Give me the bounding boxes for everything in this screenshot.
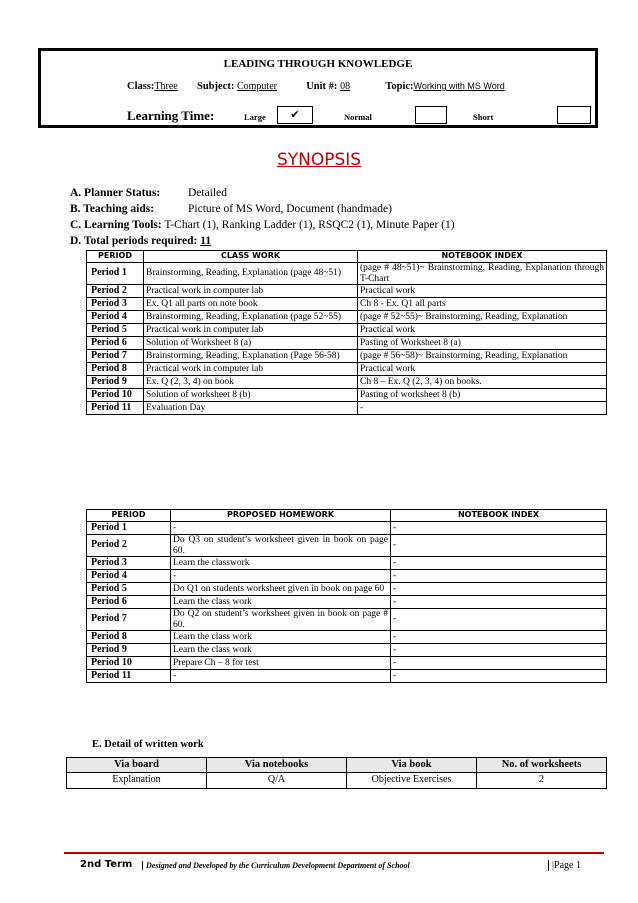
notebook-index-cell: Pasting of Worksheet 8 (a) <box>358 337 607 350</box>
work-cell: Learn the class work <box>171 631 391 644</box>
large-label: Large <box>244 112 266 122</box>
via-notebooks-header: Via notebooks <box>207 758 347 773</box>
period-cell: Period 6 <box>87 337 144 350</box>
period-cell: Period 2 <box>87 285 144 298</box>
period-cell: Period 3 <box>87 557 171 570</box>
period-cell: Period 10 <box>87 389 144 402</box>
unit-value: 08 <box>340 81 351 92</box>
period-cell: Period 7 <box>87 609 171 631</box>
period-cell: Period 9 <box>87 644 171 657</box>
notebook-index-cell: - <box>391 522 607 535</box>
table-row <box>87 337 607 350</box>
page-number: |Page 1 <box>548 860 581 871</box>
teaching-aids-value: Picture of MS Word, Document (handmade) <box>188 203 392 215</box>
table-row <box>87 557 607 570</box>
work-cell: Learn the classwork <box>171 557 391 570</box>
synopsis-title: SYNOPSIS <box>276 150 362 170</box>
page-footer <box>64 852 604 876</box>
table-row <box>87 631 607 644</box>
term-label: 2nd Term <box>80 859 133 870</box>
period-cell: Period 4 <box>87 570 171 583</box>
notebook-index-cell: - <box>358 402 607 415</box>
table-row <box>87 596 607 609</box>
notebook-index-cell: - <box>391 583 607 596</box>
topic-label: Topic: <box>385 81 414 92</box>
planner-status <box>70 187 227 199</box>
table-row <box>87 583 607 596</box>
work-cell: Learn the class work <box>171 596 391 609</box>
notebook-index-column-header: NOTEBOOK INDEX <box>391 510 607 522</box>
table-row <box>87 657 607 670</box>
table-row <box>87 350 607 363</box>
notebook-index-cell: - <box>391 557 607 570</box>
notebook-index-column-header: NOTEBOOK INDEX <box>358 251 607 263</box>
designed-by-text: Designed and Developed by the Curriculum Development Department of School <box>142 861 410 870</box>
work-cell: Learn the class work <box>171 644 391 657</box>
table-row <box>87 670 607 683</box>
total-periods <box>70 235 211 247</box>
short-checkbox[interactable] <box>557 106 591 124</box>
period-cell: Period 1 <box>87 522 171 535</box>
notebook-index-cell: - <box>391 596 607 609</box>
planner-status-value: Detailed <box>188 187 227 199</box>
period-cell: Period 9 <box>87 376 144 389</box>
period-column-header: PERIOD <box>87 251 144 263</box>
work-cell: - <box>171 522 391 535</box>
table-row <box>87 285 607 298</box>
notebook-index-cell: (page # 56~58)~ Brainstorming, Reading, Explanation <box>358 350 607 363</box>
notebook-index-cell: - <box>391 644 607 657</box>
header-box <box>38 48 598 128</box>
proposed-homework-column-header: PROPOSED HOMEWORK <box>171 510 391 522</box>
check-icon: ✔ <box>290 109 300 121</box>
table-row <box>87 402 607 415</box>
header-info-row <box>127 81 505 92</box>
work-cell: Do Q1 on students worksheet given in book on page 60 <box>171 583 391 596</box>
notebook-index-cell: - <box>391 609 607 631</box>
notebook-index-cell: (page # 52~55)~ Brainstorming, Reading, Explanation <box>358 311 607 324</box>
written-work-values-row <box>67 773 607 789</box>
work-cell: Do Q3 on student’s worksheet given in book on page 60. <box>171 535 391 557</box>
total-periods-label: D. Total periods required: <box>70 235 198 247</box>
period-cell: Period 5 <box>87 324 144 337</box>
learning-tools-label: C. Learning Tools: <box>70 219 162 231</box>
normal-checkbox[interactable] <box>415 106 447 124</box>
notebook-index-cell: Practical work <box>358 363 607 376</box>
notebook-index-cell: - <box>391 535 607 557</box>
written-work-table <box>66 757 607 789</box>
period-cell: Period 8 <box>87 631 171 644</box>
period-column-header: PERIOD <box>87 510 171 522</box>
work-cell: Ex. Q1 all parts on note book <box>144 298 358 311</box>
planner-status-label: A. Planner Status: <box>70 187 161 199</box>
work-cell: Brainstorming, Reading, Explanation (page 48~51) <box>144 263 358 285</box>
notebook-index-cell: Pasting of worksheet 8 (b) <box>358 389 607 402</box>
normal-label: Normal <box>344 112 372 122</box>
total-periods-value: 11 <box>200 235 212 247</box>
large-checkbox[interactable] <box>277 106 313 124</box>
table-row <box>87 644 607 657</box>
via-board-header: Via board <box>67 758 207 773</box>
work-cell: Practical work in computer lab <box>144 324 358 337</box>
notebook-index-cell: (page # 48~51)~ Brainstorming, Reading, Explanation through T-Chart <box>358 263 607 285</box>
via-book-header: Via book <box>347 758 477 773</box>
learning-time-label: Learning Time: <box>127 108 215 123</box>
work-cell: Solution of Worksheet 8 (a) <box>144 337 358 350</box>
classwork-header-row <box>87 251 607 263</box>
table-row <box>87 570 607 583</box>
work-cell: Evaluation Day <box>144 402 358 415</box>
class-value: Three <box>154 81 178 92</box>
short-label: Short <box>473 112 494 122</box>
teaching-aids-label: B. Teaching aids: <box>70 203 155 215</box>
teaching-aids <box>70 203 392 215</box>
via-board-value: Explanation <box>67 773 207 789</box>
learning-time-row <box>41 106 595 128</box>
period-cell: Period 11 <box>87 670 171 683</box>
table-row <box>87 363 607 376</box>
classwork-table <box>86 250 607 415</box>
notebook-index-cell: Practical work <box>358 324 607 337</box>
work-cell: - <box>171 570 391 583</box>
class-label: Class: <box>127 81 155 92</box>
table-row <box>87 535 607 557</box>
period-cell: Period 5 <box>87 583 171 596</box>
learning-tools <box>70 219 455 231</box>
subject-value: Computer <box>236 81 277 92</box>
notebook-index-cell: - <box>391 670 607 683</box>
notebook-index-cell: - <box>391 631 607 644</box>
notebook-index-cell: Ch 8 - Ex. Q1 all parts <box>358 298 607 311</box>
period-cell: Period 11 <box>87 402 144 415</box>
via-book-value: Objective Exercises <box>347 773 477 789</box>
table-row <box>87 376 607 389</box>
table-row <box>87 324 607 337</box>
period-cell: Period 7 <box>87 350 144 363</box>
work-cell: - <box>171 670 391 683</box>
work-cell: Prepare Ch – 8 for test <box>171 657 391 670</box>
period-cell: Period 8 <box>87 363 144 376</box>
unit-label: Unit #: <box>306 81 338 92</box>
class-work-column-header: CLASS WORK <box>144 251 358 263</box>
homework-table <box>86 509 607 683</box>
table-row <box>87 389 607 402</box>
notebook-index-cell: Ch 8 – Ex. Q (2, 3, 4) on books. <box>358 376 607 389</box>
topic-value: Working with MS Word <box>413 81 505 91</box>
work-cell: Solution of worksheet 8 (b) <box>144 389 358 402</box>
table-row <box>87 609 607 631</box>
notebook-index-cell: Practical work <box>358 285 607 298</box>
notebook-index-cell: - <box>391 570 607 583</box>
table-row <box>87 311 607 324</box>
work-cell: Practical work in computer lab <box>144 285 358 298</box>
notebook-index-cell: - <box>391 657 607 670</box>
work-cell: Brainstorming, Reading, Explanation (Page 56-58) <box>144 350 358 363</box>
worksheets-count-value: 2 <box>477 773 607 789</box>
learning-tools-value: T-Chart (1), Ranking Ladder (1), RSQC2 (1), Minute Paper (1) <box>164 219 455 231</box>
homework-header-row <box>87 510 607 522</box>
period-cell: Period 6 <box>87 596 171 609</box>
period-cell: Period 3 <box>87 298 144 311</box>
period-cell: Period 4 <box>87 311 144 324</box>
work-cell: Ex. Q (2, 3, 4) on book <box>144 376 358 389</box>
work-cell: Brainstorming, Reading, Explanation (page 52~55) <box>144 311 358 324</box>
table-row <box>87 298 607 311</box>
period-cell: Period 1 <box>87 263 144 285</box>
worksheets-count-header: No. of worksheets <box>477 758 607 773</box>
written-work-header-row <box>67 758 607 773</box>
table-row <box>87 263 607 285</box>
written-work-title: E. Detail of written work <box>92 739 204 750</box>
period-cell: Period 2 <box>87 535 171 557</box>
work-cell: Do Q2 on student’s worksheet given in book on page # 60. <box>171 609 391 631</box>
period-cell: Period 10 <box>87 657 171 670</box>
via-notebooks-value: Q/A <box>207 773 347 789</box>
table-row <box>87 522 607 535</box>
work-cell: Practical work in computer lab <box>144 363 358 376</box>
school-motto: LEADING THROUGH KNOWLEDGE <box>223 58 413 70</box>
subject-label: Subject: <box>197 81 235 92</box>
